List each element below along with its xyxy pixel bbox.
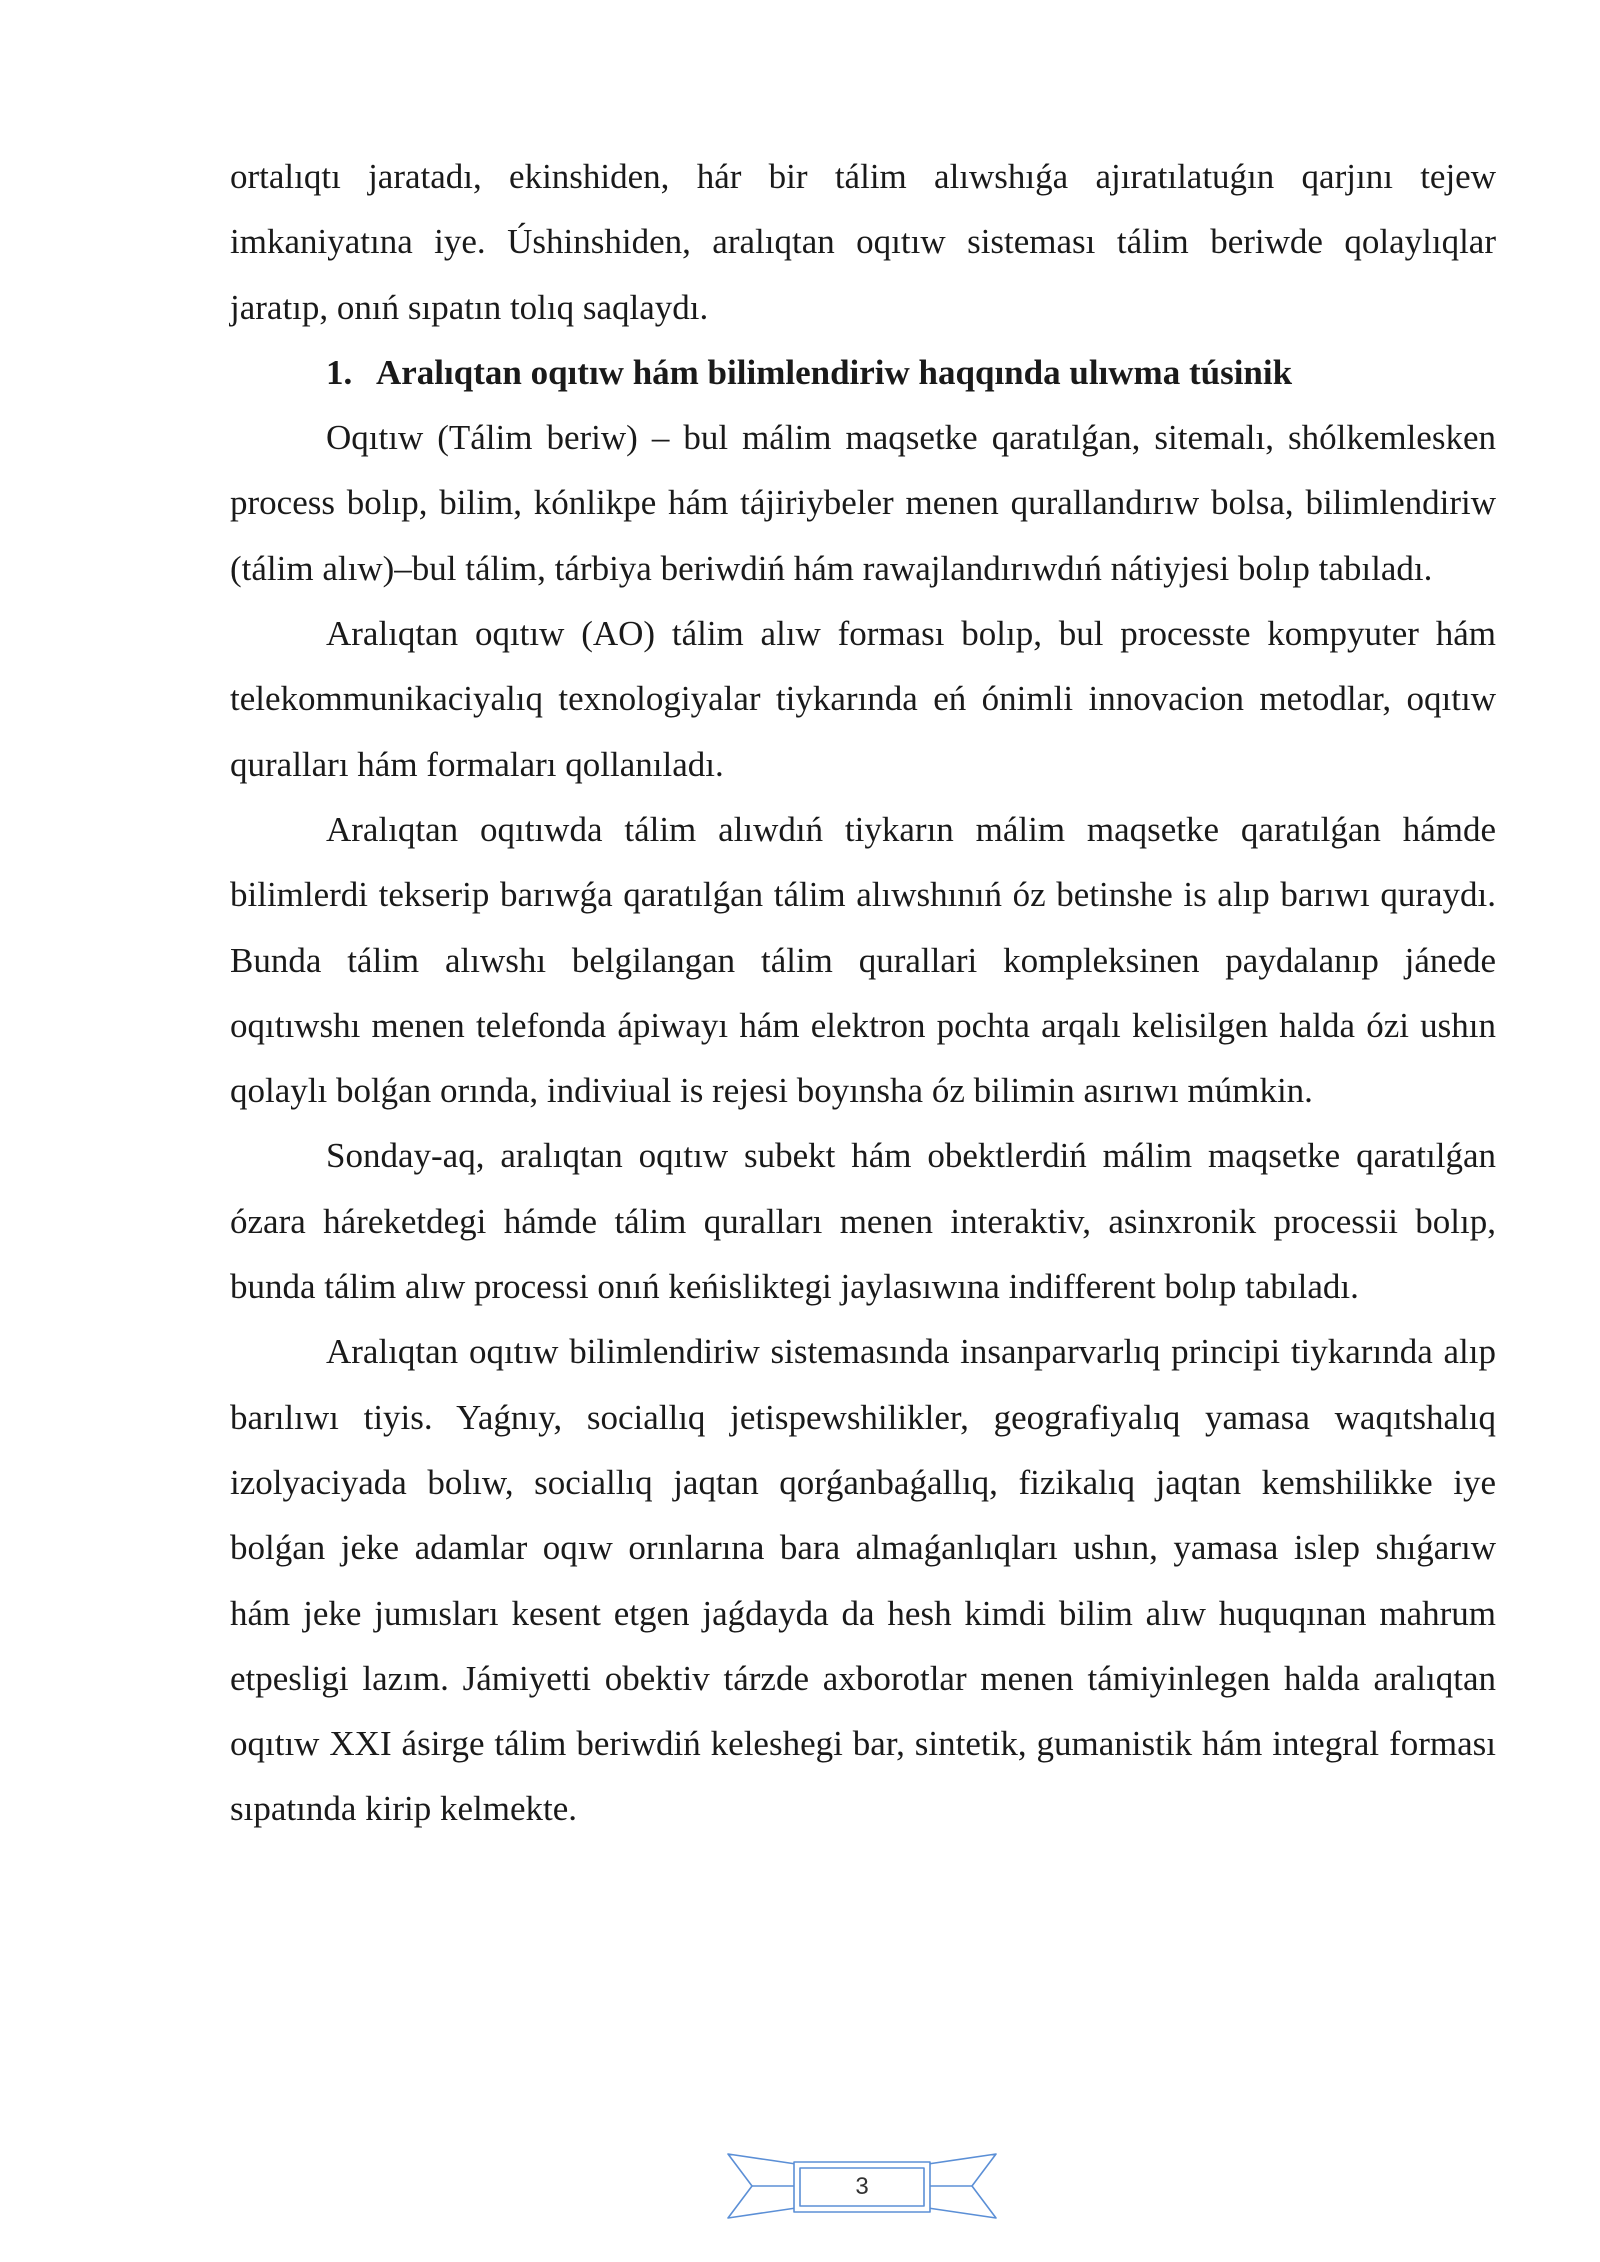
paragraph: Aralıqtan oqıtıw (AO) tálim alıw forması bolıp, bul processte kompyuter hám telekommunikaciyalıq texnologiyalar tiykarında eń ónimli innovacion metodlar, oqıtıw quralları hám formaları qollanıladı. xyxy=(230,614,1496,784)
paragraph: Aralıqtan oqıtıwda tálim alıwdıń tiykarın málim maqsetke qaratılǵan hámde bilimlerdi tekserip barıwǵa qaratılǵan tálim alıwshınıń óz betinshe is alıp barıwı quraydı. Bunda tálim alıwshı belgilangan tálim qurallari kompleksinen paydalanıp jánede oqıtıwshı menen telefonda ápiwayı hám elektron pochta arqalı kelisilgen halda ózi ushın qolaylı bolǵan orında, indiviual is rejesi boyınsha óz bilimin asırıwı múmkin. xyxy=(230,809,1496,1111)
paragraph: Aralıqtan oqıtıw bilimlendiriw sistemasında insanparvarlıq principi tiykarında alıp barılıwı tiyis. Yaǵnıy, sociallıq jetispewshilikler, geografiyalıq yamasa waqıtshalıq izolyaciyada bolıw, sociallıq jaqtan qorǵanbaǵallıq, fizikalıq jaqtan kemshilikke iye bolǵan jeke adamlar oqıw orınlarına bara almaǵanlıqları ushın, yamasa islep shıǵarıw hám jeke jumısları kesent etgen jaǵdayda da hesh kimdi bilim alıw huquqınan mahrum etpesligi lazım. Jámiyetti obektiv tárzde axborotlar menen támiyinlegen halda aralıqtan oqıtıw XXI ásirge tálim beriwdiń keleshegi bar, sintetik, gumanistik hám integral forması sıpatında kirip kelmekte. xyxy=(230,1332,1496,1829)
section-number: 1. xyxy=(326,352,353,392)
section-title: Aralıqtan oqıtıw hám bilimlendiriw haqqında ulıwma túsinik xyxy=(376,352,1293,392)
page-number: 3 xyxy=(855,2173,869,2200)
paragraph-continued: ortalıqtı jaratadı, ekinshiden, hár bir tálim alıwshıǵa ajıratılatuǵın qarjını tejew imkaniyatına iye. Úshinshiden, aralıqtan oqıtıw sisteması tálim beriwde qolaylıqlar jaratıp, onıń sıpatın tolıq saqlaydı. xyxy=(230,157,1496,327)
page-footer xyxy=(724,2146,1000,2226)
paragraph: Sonday-aq, aralıqtan oqıtıw subekt hám obektlerdiń málim maqsetke qaratılǵan ózara háreketdegi hámde tálim quralları menen interaktiv, asinxronik processii bolıp, bunda tálim alıw processi onıń keńisliktegi jaylasıwına indifferent bolıp tabıladı. xyxy=(230,1136,1496,1307)
paragraph: Oqıtıw (Tálim beriw) – bul málim maqsetke qaratılǵan, sitemalı, shólkemlesken process bolıp, bilim, kónlikpe hám tájiriybeler menen qurallandırıw bolsa, bilimlendiriw (tálim alıw)–bul tálim, tárbiya beriwdiń hám rawajlandırıwdıń nátiyjesi bolıp tabıladı. xyxy=(230,418,1496,588)
section-heading xyxy=(230,340,1496,405)
page-body xyxy=(230,144,1496,1842)
